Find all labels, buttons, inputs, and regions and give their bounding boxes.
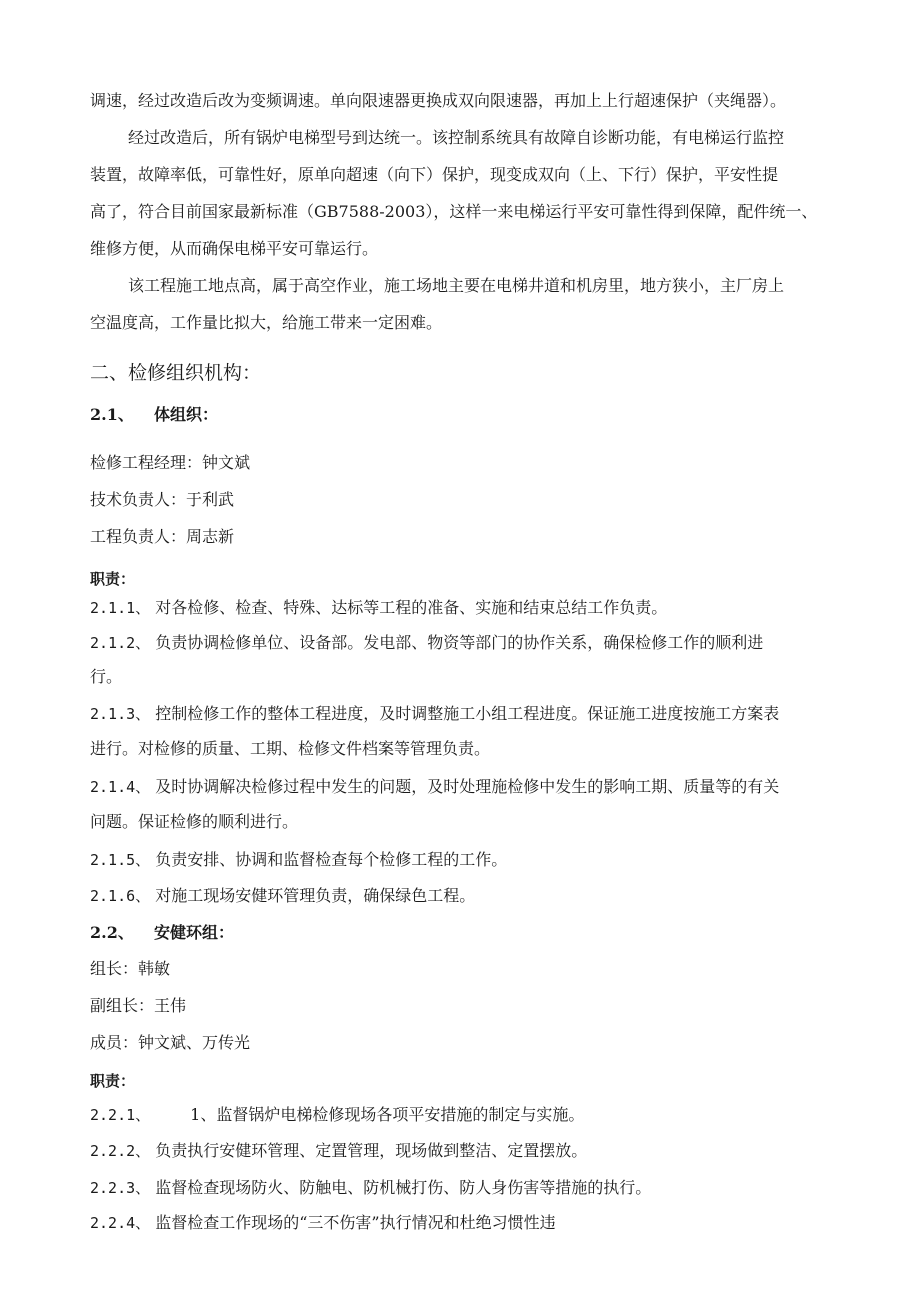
duty-2-1-4 <box>90 776 830 798</box>
duty-number: 2.1.6、 <box>90 887 151 905</box>
intro-line-1: 调速，经过改造后改为变频调速。单向限速器更换成双向限速器，再加上上行超速保护（夹绳器）。 <box>90 91 787 110</box>
duty-2-1-2-cont: 行。 <box>90 667 123 686</box>
duty-2-2-3 <box>90 1177 830 1199</box>
duty-2-1-1 <box>90 597 830 619</box>
duty-number: 2.1.5、 <box>90 851 151 869</box>
duty-number: 2.1.3、 <box>90 705 151 723</box>
duty-label-2-1: 职责： <box>90 570 136 588</box>
intro-para3-line-2: 空温度高，工作量比拟大，给施工带来一定困难。 <box>90 313 443 332</box>
duty-label-2-2: 职责： <box>90 1072 136 1090</box>
subsection-2-1-heading <box>90 404 218 426</box>
duty-2-1-5 <box>90 849 830 871</box>
member-3: 工程负责人：周志新 <box>90 527 235 546</box>
intro-para2-line-3: 高了，符合目前国家最新标准（GB7588-2003），这样一来电梯运行平安可靠性得到保障，配件统一、 <box>90 202 818 221</box>
duty-number: 2.2.3、 <box>90 1179 151 1197</box>
duty-text: 控制检修工作的整体工程进度，及时调整施工小组工程进度。保证施工进度按施工方案表 <box>155 704 780 723</box>
member-6: 成员：钟文斌、万传光 <box>90 1033 251 1052</box>
duty-text: 监督检查工作现场的“三不伤害”执行情况和杜绝习惯性违 <box>155 1213 556 1232</box>
duty-2-1-2 <box>90 632 830 654</box>
duty-text: 及时协调解决检修过程中发生的问题，及时处理施检修中发生的影响工期、质量等的有关 <box>155 777 780 796</box>
duty-2-2-2 <box>90 1140 830 1162</box>
duty-number: 2.2.1、 <box>90 1106 151 1124</box>
duty-number: 2.1.4、 <box>90 778 151 796</box>
duty-text: 监督检查现场防火、防触电、防机械打伤、防人身伤害等措施的执行。 <box>155 1178 652 1197</box>
duty-number: 2.2.2、 <box>90 1142 151 1160</box>
subsection-2-2-title: 安健环组： <box>154 923 235 942</box>
duty-number: 2.1.1、 <box>90 599 151 617</box>
duty-text: 对施工现场安健环管理负责，确保绿色工程。 <box>155 886 476 905</box>
member-1: 检修工程经理：钟文斌 <box>90 453 251 472</box>
member-4: 组长：韩敏 <box>90 959 171 978</box>
duty-number: 2.2.4、 <box>90 1214 151 1232</box>
member-2: 技术负责人：于利武 <box>90 490 235 509</box>
duty-2-2-4 <box>90 1212 830 1234</box>
duty-2-1-6 <box>90 885 830 907</box>
duty-number: 2.1.2、 <box>90 634 151 652</box>
intro-para2-line-2: 装置，故障率低，可靠性好，原单向超速（向下）保护，现变成双向（上、下行）保护，平安性提 <box>90 165 779 184</box>
duty-2-1-4-cont: 问题。保证检修的顺利进行。 <box>90 812 299 831</box>
duty-text: 负责协调检修单位、设备部。发电部、物资等部门的协作关系，确保检修工作的顺利进 <box>155 633 764 652</box>
duty-2-2-1 <box>90 1104 830 1126</box>
duty-2-1-3-cont: 进行。对检修的质量、工期、检修文件档案等管理负责。 <box>90 739 491 758</box>
duty-2-1-3 <box>90 703 830 725</box>
duty-text: 负责安排、协调和监督检查每个检修工程的工作。 <box>155 850 508 869</box>
intro-para3-line-1: 该工程施工地点高，属于高空作业，施工场地主要在电梯井道和机房里，地方狭小，主厂房上 <box>128 276 785 295</box>
intro-para2-line-4: 维修方便，从而确保电梯平安可靠运行。 <box>90 239 379 258</box>
subsection-2-1-title: 体组织： <box>154 405 219 424</box>
duty-text: 1、监督锅炉电梯检修现场各项平安措施的制定与实施。 <box>190 1105 585 1124</box>
subsection-2-2-number: 2.2、 <box>90 923 134 942</box>
subsection-2-2-heading <box>90 922 234 944</box>
intro-para2-line-1: 经过改造后，所有锅炉电梯型号到达统一。该控制系统具有故障自诊断功能，有电梯运行监控 <box>128 128 785 147</box>
duty-text: 对各检修、检查、特殊、达标等工程的准备、实施和结束总结工作负责。 <box>155 598 668 617</box>
member-5: 副组长：王伟 <box>90 996 187 1015</box>
section-2-title: 二、检修组织机构： <box>90 362 262 384</box>
subsection-2-1-number: 2.1、 <box>90 405 134 424</box>
duty-text: 负责执行安健环管理、定置管理，现场做到整洁、定置摆放。 <box>155 1141 588 1160</box>
